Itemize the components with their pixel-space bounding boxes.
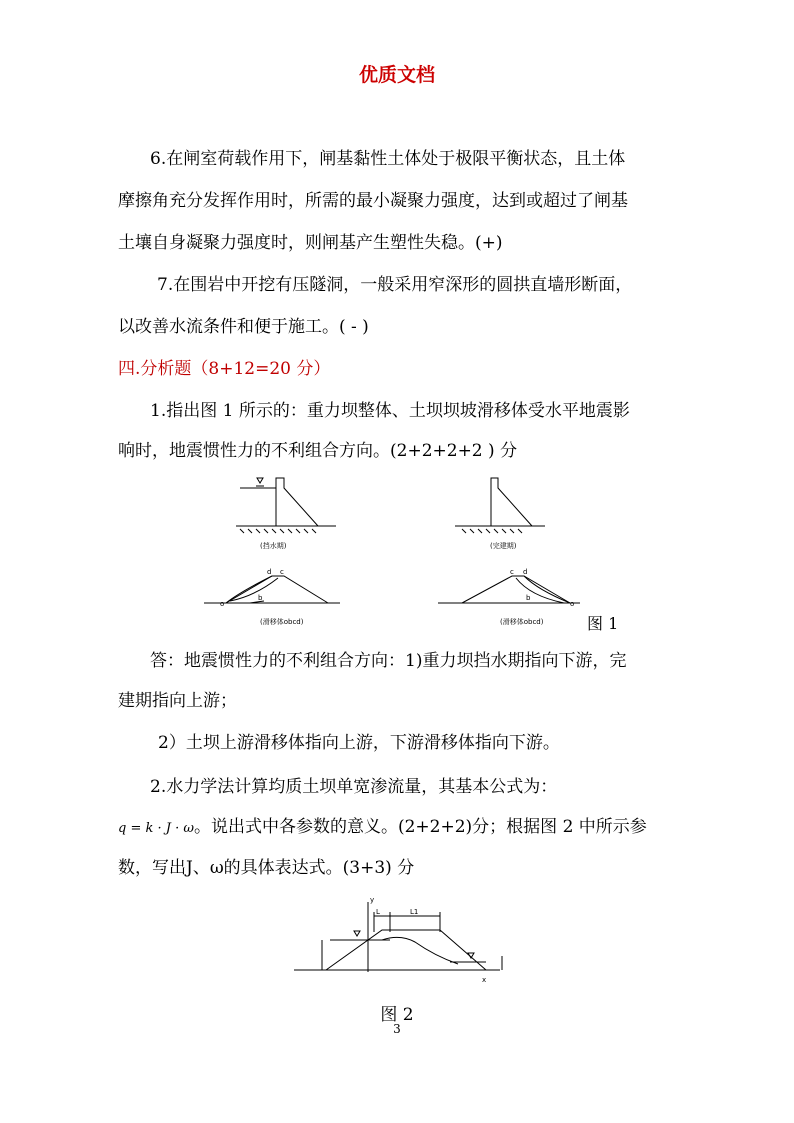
caption-slide-right: (滑移体obcd) <box>500 618 544 626</box>
point-c-left: c <box>280 568 284 576</box>
figure-2-label: 图 2 <box>380 1005 414 1025</box>
q6-line-2: 摩擦角充分发挥作用时，所需的最小凝聚力强度，达到或超过了闸基 <box>118 191 628 211</box>
caption-retaining: (挡水期) <box>260 542 287 550</box>
q6-line-3: 土壤自身凝聚力强度时，则闸基产生塑性失稳。(+) <box>118 233 503 253</box>
earth-dam-right <box>438 576 580 603</box>
a2-line-2-text: 。说出式中各参数的意义。(2+2+2)分；根据图 2 中所示参 <box>193 817 647 837</box>
point-b-left: b <box>258 594 263 602</box>
point-c-right: c <box>510 568 514 576</box>
a1-line-2: 响时，地震惯性力的不利组合方向。(2+2+2+2 ) 分 <box>118 441 518 461</box>
point-b-right: b <box>526 594 531 602</box>
axis-x-label: x <box>482 976 487 984</box>
seepage-formula: q = k · J · ω <box>118 821 194 836</box>
point-d-left: d <box>267 568 272 576</box>
a2-line-1: 2.水力学法计算均质土坝单宽渗流量，其基本公式为： <box>150 777 558 797</box>
q6-line-1: 6.在闸室荷载作用下，闸基黏性土体处于极限平衡状态，且土体 <box>150 149 626 169</box>
gravity-dam-complete <box>455 478 545 533</box>
page-number: 3 <box>393 1022 401 1036</box>
caption-complete: (完建期) <box>490 542 517 550</box>
section-4-title: 四.分析题（8+12=20 分） <box>118 359 331 379</box>
figure-1-label: 图 1 <box>587 614 619 633</box>
ans1-line-3: 2）土坝上游滑移体指向上游，下游滑移体指向下游。 <box>158 733 560 753</box>
caption-slide-left: (滑移体obcd) <box>260 618 304 626</box>
point-d-right: d <box>523 568 528 576</box>
q7-line-2: 以改善水流条件和便于施工。( - ) <box>118 317 369 337</box>
a2-line-3: 数，写出J、ω的具体表达式。(3+3) 分 <box>118 858 415 878</box>
seepage-line <box>382 937 458 964</box>
document-header: 优质文档 <box>358 64 435 86</box>
figure-1 <box>200 472 630 634</box>
axis-y-label: y <box>370 896 375 904</box>
dim-l-label: L <box>376 908 380 916</box>
earth-dam-left <box>204 576 340 603</box>
figure-2 <box>290 892 520 990</box>
gravity-dam-retaining <box>236 478 336 533</box>
ans1-line-2: 建期指向上游； <box>118 691 237 711</box>
dam-section <box>326 930 486 970</box>
a2-line-2 <box>118 816 647 840</box>
q7-line-1: 7.在围岩中开挖有压隧洞，一般采用窄深形的圆拱直墙形断面， <box>157 275 633 295</box>
a1-line-1: 1.指出图 1 所示的：重力坝整体、土坝坝坡滑移体受水平地震影 <box>150 401 630 421</box>
point-o-left: o <box>220 600 225 608</box>
dim-l1-label: L1 <box>410 908 419 916</box>
ans1-line-1: 答：地震惯性力的不利组合方向：1)重力坝挡水期指向下游，完 <box>150 651 627 671</box>
point-o-right: o <box>570 600 575 608</box>
